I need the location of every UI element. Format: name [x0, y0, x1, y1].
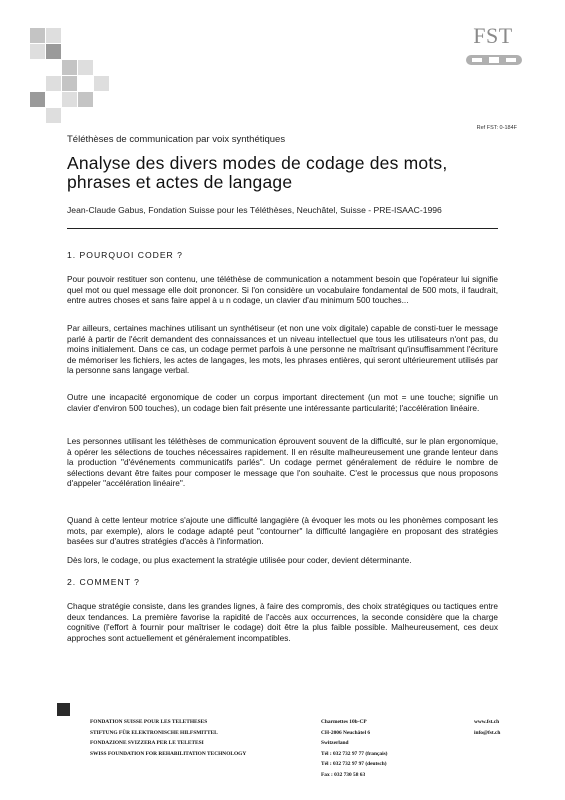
- address-line: Switzerland: [321, 740, 349, 746]
- decor-square: [62, 92, 77, 107]
- title-divider: [67, 228, 498, 229]
- footer-foundation-names: [90, 717, 246, 759]
- decor-square: [30, 44, 45, 59]
- decor-square: [62, 60, 77, 75]
- section-1-paragraph: Dès lors, le codage, ou plus exactement la stratégie utilisée pour coder, devient déterminante.: [67, 555, 412, 565]
- foundation-name: FONDATION SUISSE POUR LES TELETHESES: [90, 719, 208, 725]
- decor-square: [46, 108, 61, 123]
- section-1-paragraph: Pour pouvoir restituer son contenu, une téléthèse de communication a notamment besoin que l'opérateur lui signifie quel mot ou quel message elle doit prononcer. Si l'on considère un vocabulaire fondamental de 500 mots, il faudrait, entre autres choses et sans faire appel à u n codage, un clavier d'au minimum 500 touches...: [67, 274, 498, 306]
- address-line: Charmettes 10b-CP: [321, 719, 367, 725]
- decor-square: [62, 76, 77, 91]
- decor-square: [46, 28, 61, 43]
- decor-square: [94, 76, 109, 91]
- section-1-paragraph: Outre une incapacité ergonomique de coder un corpus important directement (un mot = une touche; signifie un clavier d'environ 500 touches), un codage bien fait présente une intéressante particularité; l'accélération linéaire.: [67, 392, 498, 413]
- foundation-name: STIFTUNG FÜR ELEKTRONISCHE HILFSMITTEL: [90, 729, 218, 736]
- footer-contact: [474, 717, 500, 738]
- section-2-heading: 2. COMMENT ?: [67, 577, 140, 587]
- logo-mark-icon: [466, 52, 522, 68]
- logo-text: FST: [473, 23, 513, 48]
- decor-square: [46, 76, 61, 91]
- decor-square: [78, 60, 93, 75]
- phone-de: Tél : 032 732 97 97 (deutsch): [321, 761, 387, 767]
- section-2-paragraph: Chaque stratégie consiste, dans les grandes lignes, à faire des compromis, des choix stratégiques ou tactiques entre deux tendances. La première favorise la rapidité de l'accès aux occurrences, la seconde considère que la charge cognitive (l'effort à fournir pour maîtriser le codage) doit être la plus faible possible. Malheureusement, ces deux approches sont actuellement et généralement incompatibles.: [67, 601, 498, 643]
- document-title: Analyse des divers modes de codage des mots, phrases et actes de langage: [67, 153, 448, 192]
- foundation-name: SWISS FOUNDATION FOR REHABILITATION TECHNOLOGY: [90, 750, 247, 757]
- fax-line: Fax : 032 730 58 63: [321, 771, 366, 778]
- section-1-paragraph: Par ailleurs, certaines machines utilisant un synthétiseur (et non une voix digitale) capable de consti-tuer le message parlé à partir de l'écrit demandent des connaissances et un niveau intellectuel que tous les utilisateurs n'ont pas, du moins initialement. Dans ce cas, un codage permet parfois à une personne ne maîtrisant qu'insuffisamment l'écriture de mémoriser les fichiers, les actes de langages, les mots, les phrases entières, qui seront ultérieurement utilisés par la personne sans langage verbal.: [67, 323, 498, 376]
- document-reference: Ref FST: 0-184F: [476, 125, 517, 131]
- section-1-paragraph: Quand à cette lenteur motrice s'ajoute une difficulté langagière (à évoquer les mots ou les phonèmes composant les mots, par exemple), alors le codage adapté peut "contourner" la difficulté langagière en proposant des stratégies basées sur d'autres stratégies d'accès à l'information.: [67, 515, 498, 547]
- address-line: CH-2006 Neuchâtel 6: [321, 729, 371, 736]
- decor-square: [30, 28, 45, 43]
- phone-fr: Tél : 032 732 97 77 (français): [321, 750, 388, 757]
- decor-square: [46, 44, 61, 59]
- website-link[interactable]: www.fst.ch: [474, 719, 500, 725]
- section-1-heading: 1. POURQUOI CODER ?: [67, 250, 183, 260]
- footer-address: [321, 717, 387, 780]
- decor-square: [30, 92, 45, 107]
- email-link[interactable]: info@fst.ch: [474, 729, 501, 736]
- fst-logo: [462, 24, 524, 72]
- decor-square: [78, 92, 93, 107]
- document-authors: Jean-Claude Gabus, Fondation Suisse pour les Téléthèses, Neuchâtel, Suisse - PRE-ISAAC-1996: [67, 205, 442, 215]
- document-subheading: Téléthèses de communication par voix synthétiques: [67, 134, 286, 145]
- section-1-paragraph: Les personnes utilisant les téléthèses de communication éprouvent souvent de la difficulté, sur le plan ergonomique, à opérer les sélections de touches nécessaires rapidement. Il en résulte malheureusement une grande lenteur dans la production "d'événements communicatifs parlés". Un codage permet généralement de réduire le nombre de sélections devant être faites pour composer le message que l'on souhaite. C'est le processus que nous proposons d'appeler "accélération linéaire".: [67, 436, 498, 489]
- footer-square: [57, 703, 70, 716]
- foundation-name: FONDAZIONE SVIZZERA PER LE TELETESI: [90, 740, 204, 746]
